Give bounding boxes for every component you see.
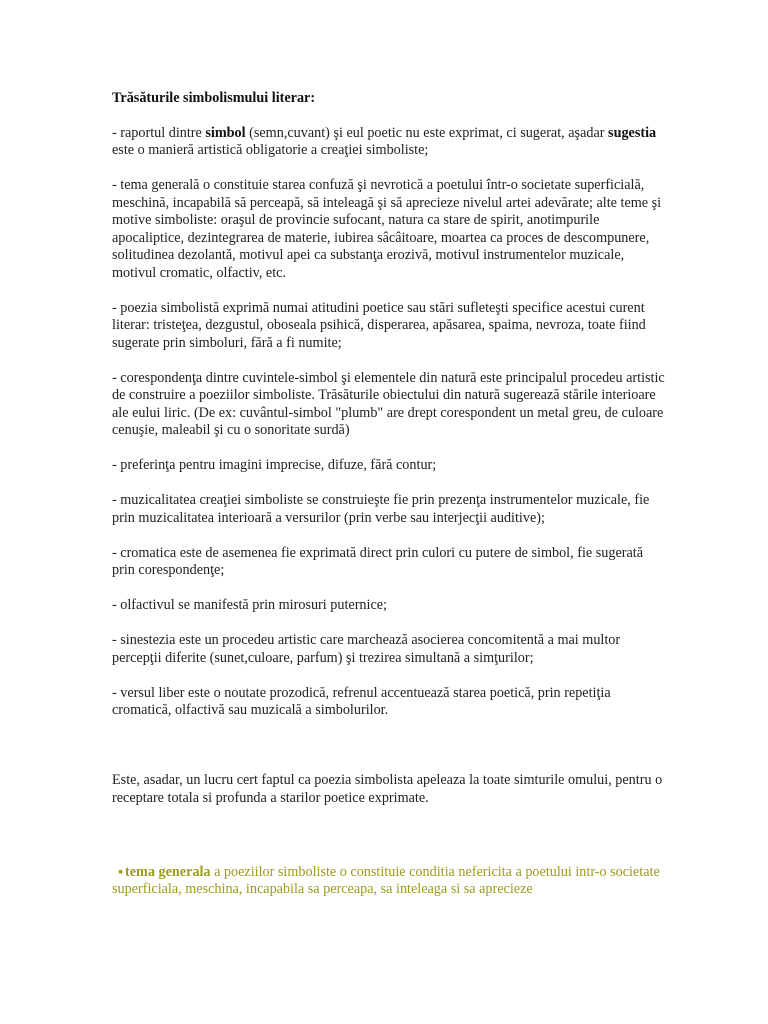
paragraph-imagini: - preferinţa pentru imagini imprecise, difuze, fără contur; — [112, 457, 437, 473]
bullet-item-text: a poeziilor simboliste o constituie conditia nefericita a poetului intr-o societate superficiala, meschina, incapabila sa perceapa, sa inteleaga si sa aprecieze — [112, 863, 660, 897]
square-bullet-icon: ▪ — [118, 863, 124, 880]
document-content — [112, 90, 667, 916]
term-sugestia: sugestia — [608, 124, 657, 141]
paragraph-olfactiv: - olfactivul se manifestă prin mirosuri puternice; — [112, 597, 387, 613]
paragraph-sinestezie: - sinestezia este un procedeu artistic care marchează asocierea concomitentă a mai multor percepţii diferite (sunet,culoare, parfum) şi trezirea simultană a simţurilor; — [112, 632, 621, 666]
paragraph-simbol: - raportul dintre simbol (semn,cuvant) şi eul poetic nu este exprimat, ci sugerat, aşadar sugestia este o manieră artistică obligatorie a creaţiei simboliste; — [112, 124, 657, 158]
spacer — [112, 737, 667, 772]
paragraph-vers-liber: - versul liber este o noutate prozodică, refrenul accentuează starea poetică, prin repetiţia cromatică, olfactivă sau muzicală a simbolurilor. — [112, 684, 611, 718]
bullet-item-term: tema generala — [125, 863, 211, 880]
spacer — [112, 825, 667, 864]
paragraph-tema: - tema generală o constituie starea confuză şi nevrotică a poetului într-o societate superficială, meschină, incapabilă să perceapă, să inteleagă şi să aprecieze nivelul artei adevărate; alte teme şi motive simboliste: oraşul de provincie sufocant, natura ca stare de spirit, anotimpurile apocaliptice, dezintegrarea de materie, iubirea sâcâitoare, moartea ca proces de descompunere, solitudinea dezolantă, motivul apei ca substanţa erozivă, motivul instrumentelor muzicale, motivul cromatic, olfactiv, etc. — [112, 177, 662, 281]
conclusion-paragraph: Este, asadar, un lucru cert faptul ca poezia simbolista apeleaza la toate simturile omului, pentru o receptare totala si profunda a starilor poetice exprimate. — [112, 772, 663, 806]
document-title: Trăsăturile simbolismului literar: — [112, 90, 316, 106]
paragraph-atitudini: - poezia simbolistă exprimă numai atitudini poetice sau stări sufleteşti specifice acestui curent literar: tristeţea, dezgustul, oboseala psihică, disperarea, apăsarea, spaima, nevroza, toate fiind sugerate prin simboluri, fără a fi numite; — [112, 299, 646, 351]
paragraph-muzicalitate: - muzicalitatea creaţiei simboliste se construieşte fie prin prezenţa instrumentelor muzicale, fie prin muzicalitatea interioară a versurilor (prin verbe sau interjecţii auditive); — [112, 492, 650, 526]
paragraph-corespondenta: - corespondenţa dintre cuvintele-simbol şi elementele din natură este principalul procedeu artistic de construire a poeziilor simboliste. Trăsăturile obiectului din natură sugerează stările interioare ale eului liric. (De ex: cuvântul-simbol "plumb" are drept corespondent un metal greu, de culoare cenuşie, maleabil şi cu o sonoritate surdă) — [112, 369, 665, 438]
bullet-item-tema-generala — [112, 864, 667, 899]
paragraph-cromatica: - cromatica este de asemenea fie exprimată direct prin culori cu putere de simbol, fie sugerată prin corespondenţe; — [112, 544, 643, 578]
term-simbol: simbol — [205, 124, 246, 141]
